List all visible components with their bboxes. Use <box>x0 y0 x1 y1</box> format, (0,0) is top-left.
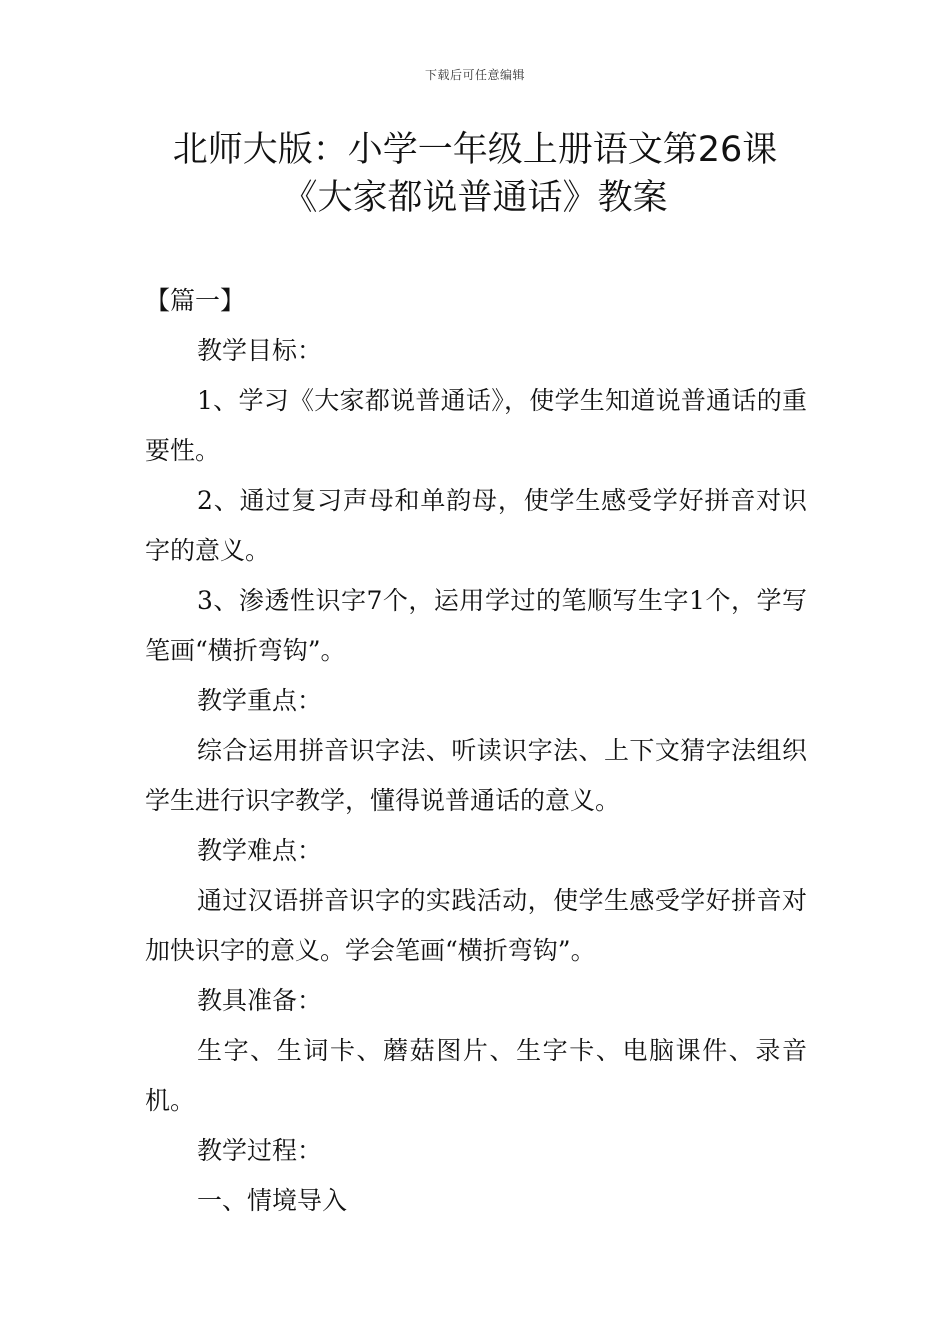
materials-text: 生字、生词卡、蘑菇图片、生字卡、电脑课件、录音机。 <box>145 1036 807 1115</box>
difficulties-text: 通过汉语拼音识字的实践活动，使学生感受学好拼音对加快识字的意义。学会笔画“横折弯钩”。 <box>145 886 807 965</box>
section-label: 【篇一】 <box>145 286 246 315</box>
heading-materials: 教具准备： <box>197 986 323 1015</box>
document-body <box>145 276 807 1226</box>
objective-2: 2、通过复习声母和单韵母，使学生感受学好拼音对识字的意义。 <box>145 486 807 565</box>
heading-process: 教学过程： <box>197 1136 323 1165</box>
heading-difficulties: 教学难点： <box>197 836 323 865</box>
header-note: 下载后可任意编辑 <box>424 68 525 82</box>
document-title <box>0 126 950 222</box>
heading-objectives: 教学目标： <box>197 336 323 365</box>
process-step-1: 一、情境导入 <box>197 1186 348 1215</box>
objective-1: 1、学习《大家都说普通话》，使学生知道说普通话的重要性。 <box>145 386 807 465</box>
title-line-2: 《大家都说普通话》教案 <box>282 178 668 218</box>
title-line-1: 北师大版：小学一年级上册语文第26课 <box>172 130 778 170</box>
key-points-text: 综合运用拼音识字法、听读识字法、上下文猜字法组织学生进行识字教学，懂得说普通话的意义。 <box>145 736 807 815</box>
objective-3: 3、渗透性识字7个，运用学过的笔顺写生字1个，学写笔画“横折弯钩”。 <box>145 586 807 665</box>
heading-key-points: 教学重点： <box>197 686 323 715</box>
